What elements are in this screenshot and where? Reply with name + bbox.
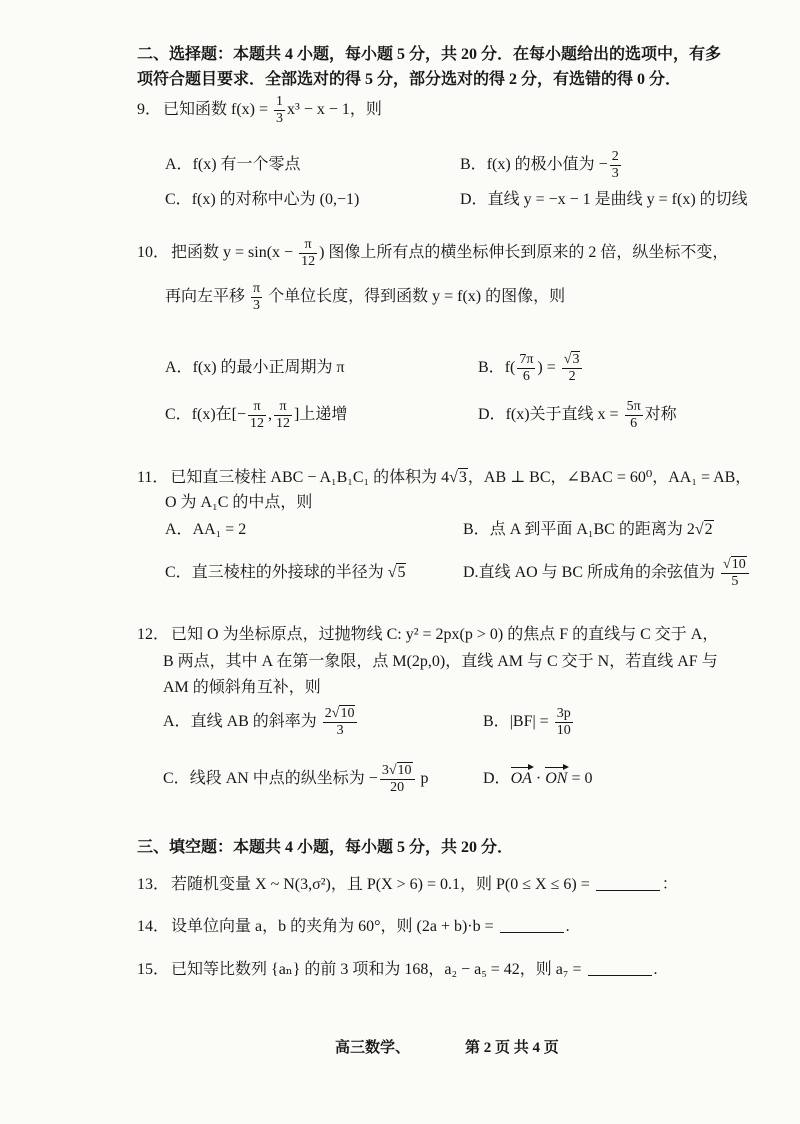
option-text: f(x) 的对称中心为 (0,−1) [191, 191, 360, 208]
option-label: D． [478, 406, 506, 423]
option-label: C． [163, 770, 190, 787]
option-text: 直线 y = −x − 1 是曲线 y = f(x) 的切线 [487, 191, 748, 208]
radicand: 3 [458, 469, 467, 486]
radicand: 10 [340, 705, 355, 721]
fraction-denominator: 12 [250, 415, 265, 431]
sqrt [332, 706, 356, 722]
q12-number: 12． [137, 626, 170, 643]
radicand: 10 [397, 762, 412, 778]
option-label: D． [483, 770, 511, 787]
option-text-mid: , [268, 406, 273, 423]
q10-stem-line2 [165, 277, 565, 317]
option-text: AA₁ = 2 [192, 521, 247, 538]
option-label: B． [460, 156, 487, 173]
q11-option-b [463, 510, 714, 550]
option-text: 线段 AN 中点的纵坐标为 − [189, 770, 378, 787]
q14-text: 设单位向量 a，b 的夹角为 60°，则 (2a + b)·b = [171, 918, 498, 935]
fraction-numerator: 5π [625, 399, 643, 416]
q12-option-a [163, 702, 359, 742]
answer-blank [500, 916, 564, 933]
sqrt [389, 763, 413, 779]
q15-text: 已知等比数列 {aₙ} 的前 3 项和为 168，a₂ − a₅ = 42，则 a₇ = [171, 961, 586, 978]
footer-subject: 高三数学、 [335, 1040, 411, 1056]
fraction-denominator: 12 [276, 415, 291, 431]
option-text: 直线 AB 的斜率为 [190, 713, 321, 730]
fraction-numerator: 7π [517, 352, 535, 369]
q13 [137, 865, 678, 905]
fraction-denominator: 3 [336, 722, 344, 738]
fraction-numerator: π [248, 399, 266, 416]
sqrt [723, 557, 747, 573]
option-text: 直三棱柱的外接球的半径为 [191, 564, 388, 581]
q10-c-fraction2 [274, 399, 292, 432]
q10-option-b [478, 348, 584, 388]
q14-number: 14． [137, 918, 170, 935]
q11-d-fraction [721, 557, 749, 590]
q10-option-d [478, 395, 677, 435]
option-text-post: 对称 [644, 406, 677, 423]
q11-number: 11． [137, 469, 169, 486]
q10-l1-fraction [299, 237, 317, 270]
fraction-numerator: 2 [610, 149, 621, 166]
fraction-denominator: 2 [568, 368, 576, 384]
q10-b-fraction1 [517, 352, 535, 385]
sqrt [388, 553, 407, 593]
q10-stem-line1 [137, 233, 728, 273]
q11-stem-line2: O 为 A₁C 的中点，则 [165, 494, 313, 511]
section3-heading: 三、填空题：本题共 4 小题，每小题 5 分，共 20 分． [137, 839, 514, 856]
q13-text: 若随机变量 X ~ N(3,σ²)，且 P(X > 6) = 0.1，则 P(0 ≤ X ≤ 6) = [171, 876, 594, 893]
q9-option-a [165, 145, 301, 185]
fraction-denominator: 3 [253, 297, 261, 313]
fraction-denominator: 12 [301, 253, 316, 269]
q9-stem-pre: 已知函数 f(x) = [163, 101, 273, 118]
option-label: A． [165, 156, 193, 173]
q13-number: 13． [137, 876, 170, 893]
q12-c-fraction [380, 763, 415, 796]
option-text: f(x) 的极小值为 − [486, 156, 608, 173]
option-label: D． [460, 191, 488, 208]
option-text: 直线 AO 与 BC 所成角的余弦值为 [478, 564, 720, 581]
fraction-denominator: 3 [611, 165, 619, 181]
fraction-numerator: π [274, 399, 292, 416]
q12-option-b [483, 702, 575, 742]
q9-fraction [274, 94, 285, 127]
q9-stem-post: x³ − x − 1，则 [287, 101, 382, 118]
option-text-post: = 0 [567, 770, 593, 787]
q11-option-c [165, 553, 406, 593]
q12-b-fraction [555, 706, 573, 739]
answer-blank [588, 959, 652, 976]
section2-heading-line1: 二、选择题：本题共 4 小题，每小题 5 分，共 20 分．在每小题给出的选项中，有多 [137, 46, 722, 63]
q10-l2-fraction [251, 281, 262, 314]
dot-operator: · [531, 770, 546, 787]
option-label: D. [463, 564, 479, 581]
option-label: B． [478, 359, 505, 376]
option-label: B． [463, 521, 490, 538]
fraction-numerator: 1 [274, 94, 285, 111]
fraction-numerator: π [251, 281, 262, 298]
q12-option-d [483, 759, 592, 799]
option-text: f(x) 有一个零点 [192, 156, 301, 173]
fraction-numerator [323, 706, 358, 723]
option-label: A． [163, 713, 191, 730]
fraction-denominator: 5 [731, 573, 739, 589]
section2-heading-line2: 项符合题目要求．全部选对的得 5 分，部分选对的得 2 分，有选错的得 0 分． [137, 71, 682, 88]
option-label: C． [165, 191, 192, 208]
q9-number: 9． [137, 101, 162, 118]
option-label: C． [165, 406, 192, 423]
q12-l1: 已知 O 为坐标原点，过抛物线 C: y² = 2px(p > 0) 的焦点 F 的直线与 C 交于 A， [171, 626, 719, 643]
option-text: 点 A 到平面 A₁BC 的距离为 2 [489, 521, 695, 538]
q15-number: 15． [137, 961, 170, 978]
option-label: A． [165, 359, 193, 376]
q11-l1-post: ，AB ⊥ BC，∠BAC = 60⁰，AA₁ = AB， [467, 469, 752, 486]
fraction-denominator: 6 [522, 368, 530, 384]
option-text-pre: f(x)在[− [191, 406, 247, 423]
q12-stem-line2: B 两点，其中 A 在第一象限，点 M(2p,0)，直线 AM 与 C 交于 N，若直线 AF 与 [163, 653, 718, 670]
q9-option-b [460, 145, 623, 185]
coefficient: 3 [381, 762, 389, 778]
option-label: C． [165, 564, 192, 581]
fraction-numerator [380, 763, 415, 780]
sqrt [695, 510, 714, 550]
q10-number: 10． [137, 244, 170, 261]
q12-stem-line3: AM 的倾斜角互补，则 [163, 679, 321, 696]
q10-l2-post: 个单位长度，得到函数 y = f(x) 的图像，则 [264, 288, 566, 305]
vector-on: ON [545, 767, 567, 788]
option-label: A． [165, 521, 193, 538]
answer-blank [596, 874, 660, 891]
q10-l1-pre: 把函数 y = sin(x − [171, 244, 298, 261]
option-label: B． [483, 713, 510, 730]
q15-post: . [653, 961, 658, 978]
fraction-denominator: 3 [276, 110, 284, 126]
option-text: |BF| = [509, 713, 553, 730]
q13-post: ： [661, 876, 678, 893]
q9-option-d [460, 180, 748, 220]
radicand: 5 [397, 564, 406, 581]
sqrt [564, 352, 581, 368]
q14-post: . [565, 918, 570, 935]
q14 [137, 907, 570, 947]
q10-option-c [165, 395, 347, 435]
radicand: 3 [572, 351, 580, 367]
q11-l1-pre: 已知直三棱柱 ABC − A₁B₁C₁ 的体积为 4 [170, 469, 450, 486]
option-text-pre: f( [504, 359, 516, 376]
q10-option-a [165, 348, 345, 388]
q9-b-fraction [610, 149, 621, 182]
q10-d-fraction [625, 399, 643, 432]
radicand: 2 [704, 521, 713, 538]
q15 [137, 950, 658, 990]
q12-a-fraction [323, 706, 358, 739]
fraction-denominator: 10 [556, 722, 571, 738]
option-text-pre: f(x)关于直线 x = [505, 406, 623, 423]
fraction-numerator [721, 557, 749, 574]
fraction-numerator: 3p [555, 706, 573, 723]
option-text: f(x) 的最小正周期为 π [192, 359, 345, 376]
fraction-denominator: 6 [630, 415, 638, 431]
q10-l1-post: ) 图像上所有点的横坐标伸长到原来的 2 倍，纵坐标不变， [319, 244, 729, 261]
option-text-post: p [416, 770, 429, 787]
q10-l2-pre: 再向左平移 [165, 288, 250, 305]
option-text-post: ]上递增 [294, 406, 348, 423]
q10-b-fraction2 [562, 352, 583, 385]
footer-page-number: 第 2 页 共 4 页 [465, 1040, 559, 1056]
fraction-numerator: π [299, 237, 317, 254]
q9-stem [137, 90, 382, 130]
option-text-mid: ) = [537, 359, 560, 376]
sqrt [449, 458, 468, 498]
radicand: 10 [731, 556, 746, 572]
q10-c-fraction1 [248, 399, 266, 432]
q12-option-c [163, 759, 429, 799]
fraction-denominator: 20 [390, 779, 405, 795]
coefficient: 2 [324, 705, 332, 721]
fraction-numerator [562, 352, 583, 369]
vector-oa: OA [511, 767, 532, 788]
q9-option-c [165, 180, 359, 220]
q11-option-a [165, 510, 246, 550]
q11-option-d [463, 553, 751, 593]
